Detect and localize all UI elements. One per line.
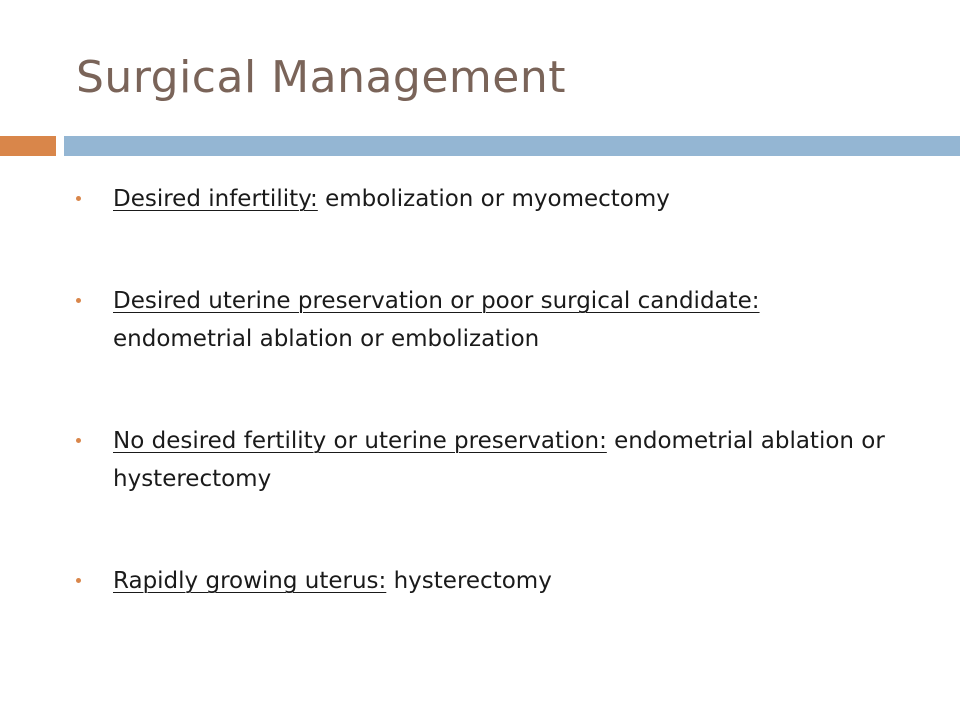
bullet-dot-icon — [76, 578, 81, 583]
bullet-dot-icon — [76, 196, 81, 201]
accent-bar-blue — [64, 136, 960, 156]
bullet-dot-icon — [76, 298, 81, 303]
bullet-description: hysterectomy — [386, 568, 552, 594]
bullet-dot-icon — [76, 438, 81, 443]
bullet-item — [76, 282, 896, 358]
bullet-term: Desired uterine preservation or poor surgical candidate: — [113, 288, 760, 314]
bullet-item — [76, 422, 896, 498]
bullet-item — [76, 180, 896, 218]
accent-bar-orange — [0, 136, 56, 156]
bullet-description: endometrial ablation or hysterectomy — [113, 428, 885, 492]
slide-title: Surgical Management — [76, 52, 566, 103]
bullet-description: endometrial ablation or embolization — [113, 326, 540, 352]
bullet-term: Rapidly growing uterus: — [113, 568, 387, 594]
bullet-description: embolization or myomectomy — [317, 186, 670, 212]
bullet-item — [76, 562, 896, 600]
bullet-term: No desired fertility or uterine preservation: — [113, 428, 607, 454]
bullet-list — [76, 180, 896, 600]
bullet-term: Desired infertility: — [113, 186, 318, 212]
